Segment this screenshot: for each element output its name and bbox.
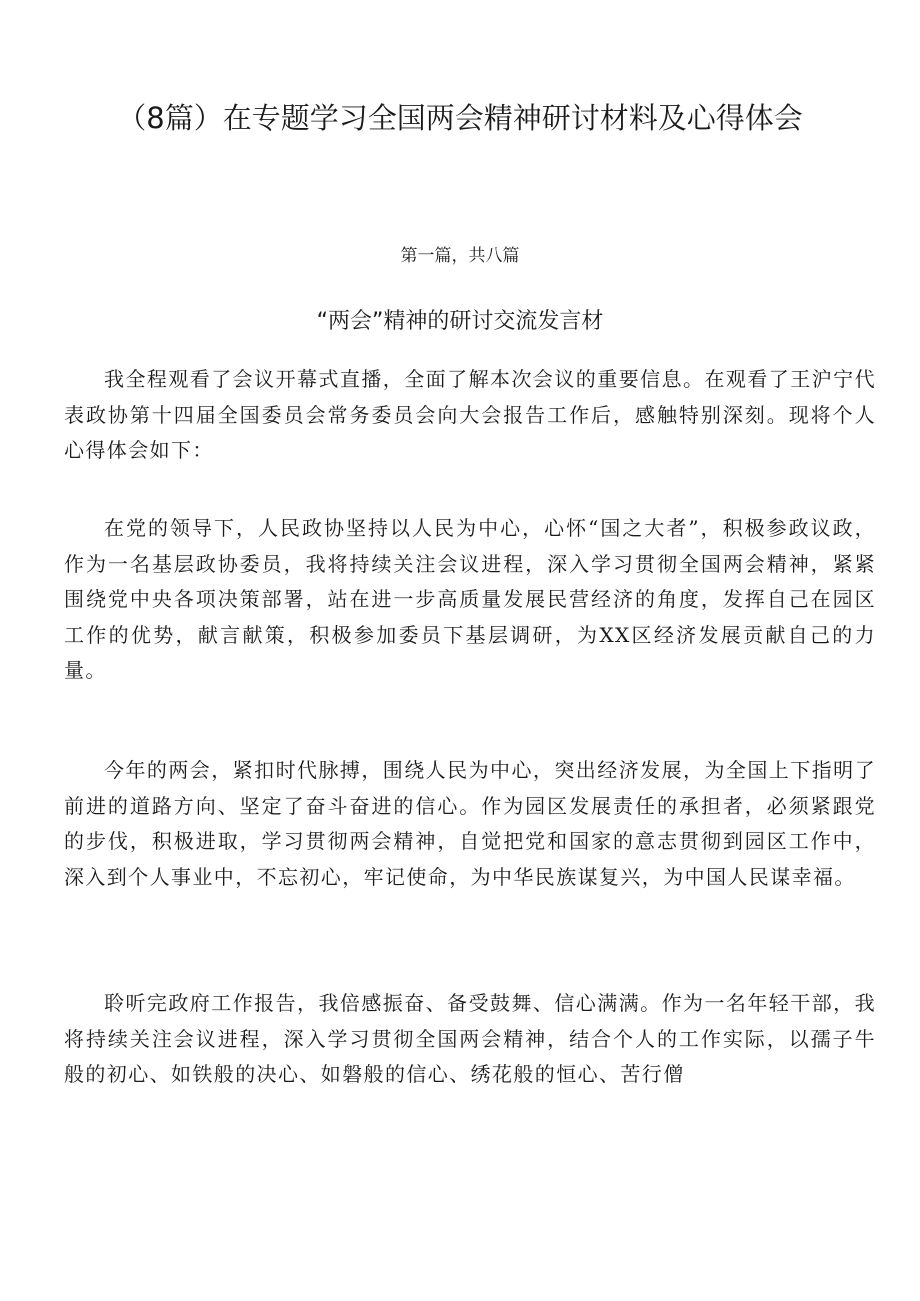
body-paragraph: 聆听完政府工作报告，我倍感振奋、备受鼓舞、信心满满。作为一名年轻干部，我将持续关注会议进程，深入学习贯彻全国两会精神，结合个人的工作实际，以孺子牛般的初心、如铁般的决心、如磐般的信心、绣花般的恒心、苦行僧 — [64, 991, 876, 1086]
section-label: 第一篇，共八篇 — [400, 246, 520, 266]
section-title: “两会”精神的研讨交流发言材 — [316, 309, 604, 334]
document-title: （8篇）在专题学习全国两会精神研讨材料及心得体会 — [117, 101, 803, 135]
body-paragraph: 在党的领导下，人民政协坚持以人民为中心，心怀“国之大者”，积极参政议政，作为一名基层政协委员，我将持续关注会议进程，深入学习贯彻全国两会精神，紧紧围绕党中央各项决策部署，站在进一步高质量发展民营经济的角度，发挥自己在园区工作的优势，献言献策，积极参加委员下基层调研，为XX区经济发展贡献自己的力量。 — [64, 516, 876, 682]
body-paragraph: 我全程观看了会议开幕式直播，全面了解本次会议的重要信息。在观看了王沪宁代表政协第十四届全国委员会常务委员会向大会报告工作后，感触特别深刻。现将个人心得体会如下： — [64, 367, 876, 462]
body-paragraph: 今年的两会，紧扣时代脉搏，围绕人民为中心，突出经济发展，为全国上下指明了前进的道路方向、坚定了奋斗奋进的信心。作为园区发展责任的承担者，必须紧跟党的步伐，积极进取，学习贯彻两会精神，自觉把党和国家的意志贯彻到园区工作中，深入到个人事业中，不忘初心，牢记使命，为中华民族谋复兴，为中国人民谋幸福。 — [64, 758, 876, 889]
